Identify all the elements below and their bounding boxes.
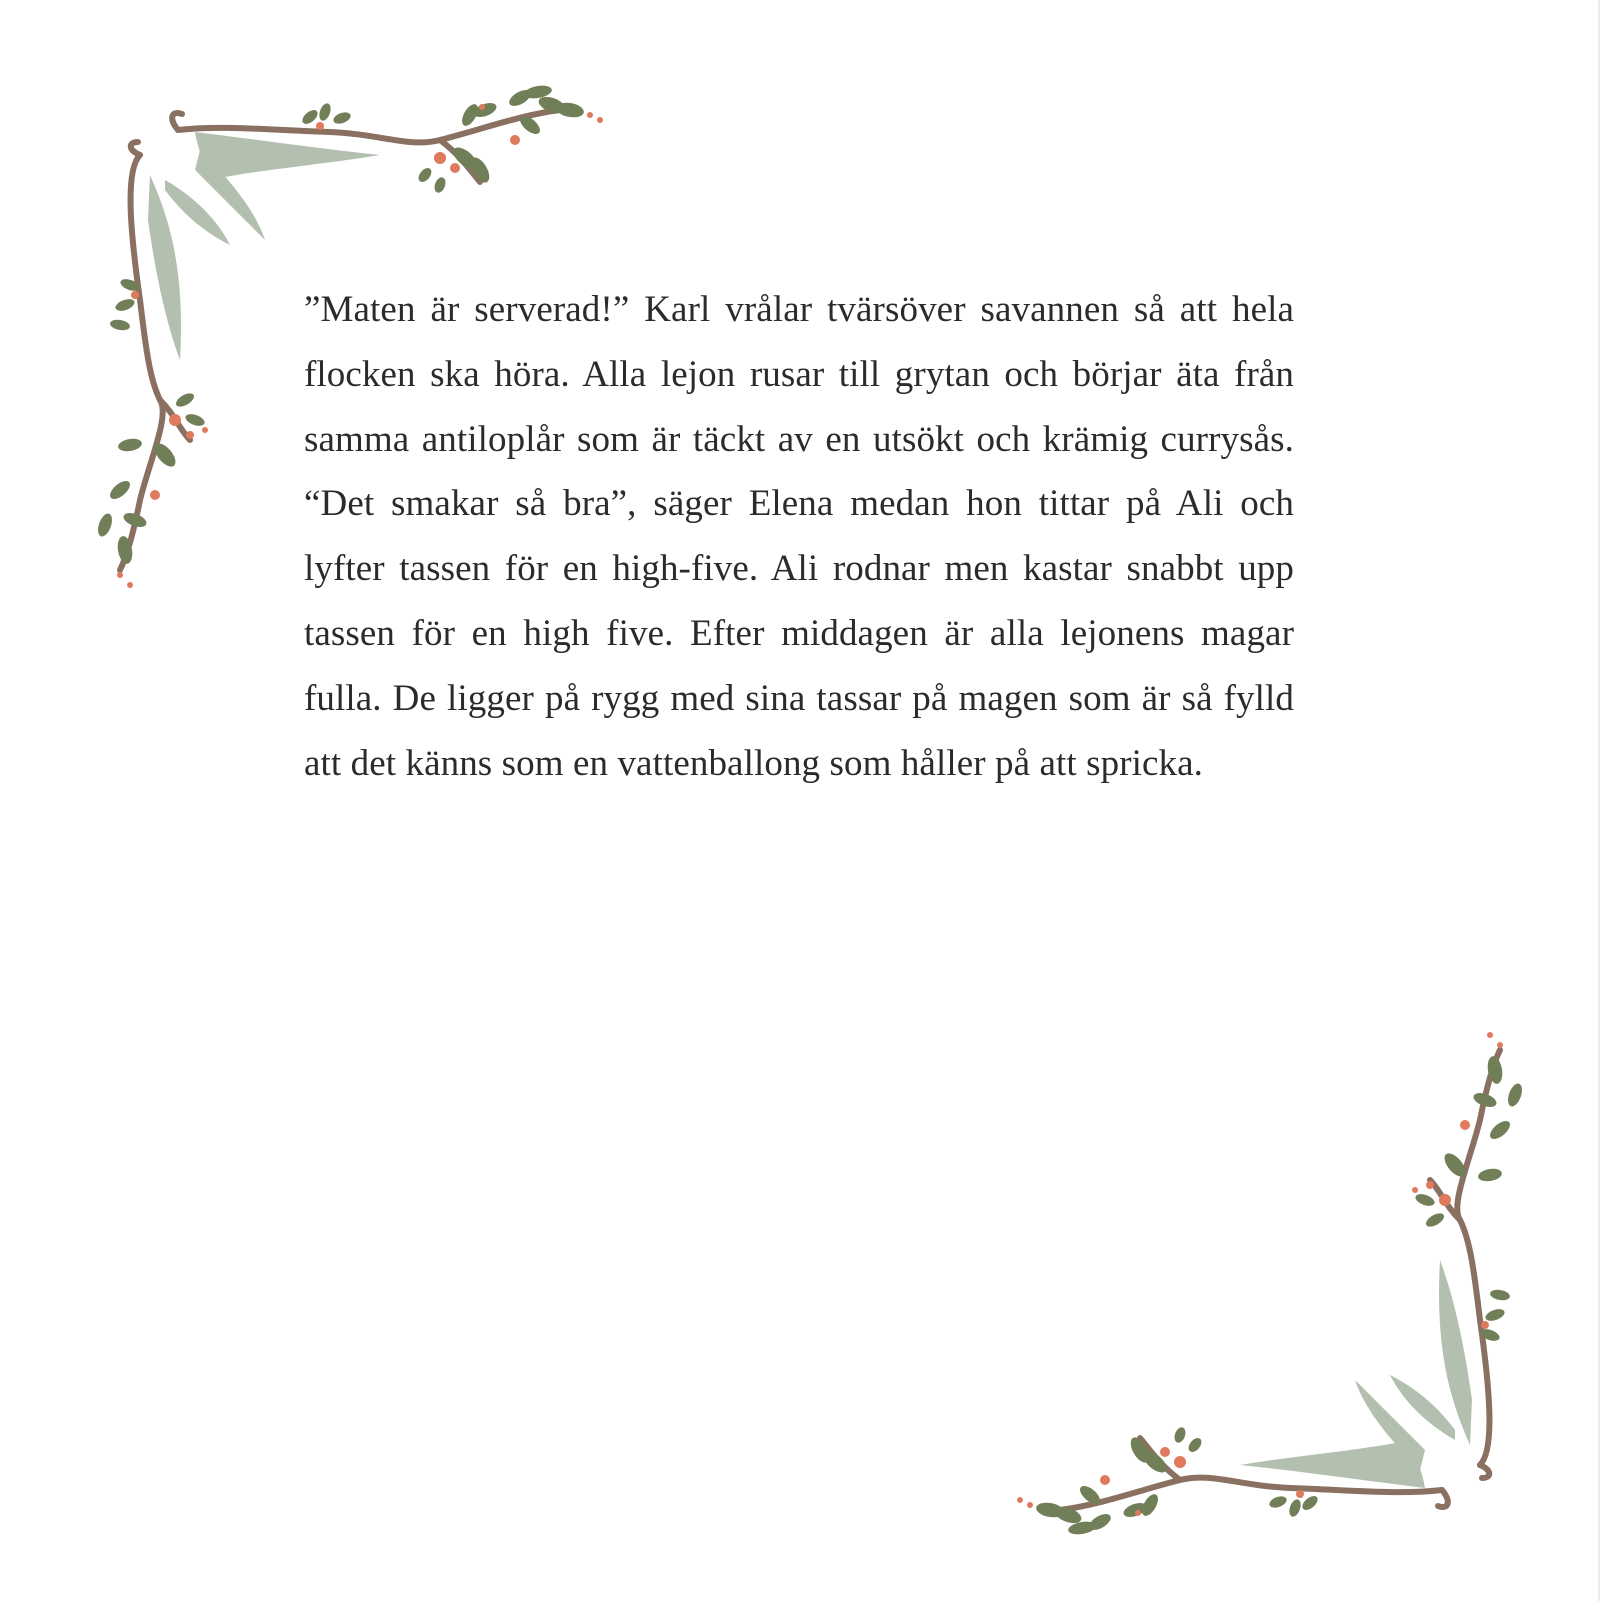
floral-corner-ornament-bottom-right [980,990,1540,1550]
story-paragraph: ”Maten är serverad!” Karl vrålar tvärsöver savannen så att hela flocken ska höra. Alla lejon rusar till grytan och börjar äta från samma antiloplår som är täckt av en utsökt och krämig currysås. “Det smakar så bra”, säger Elena medan hon tittar på Ali och lyfter tassen för en high-five. Ali rodnar men kastar snabbt upp tassen för en high five. Efter middagen är alla lejonens magar fulla. De ligger på rygg med sina tassar på magen som är så fylld att det känns som en vattenballong som håller på att spricka. [304,289,1294,784]
